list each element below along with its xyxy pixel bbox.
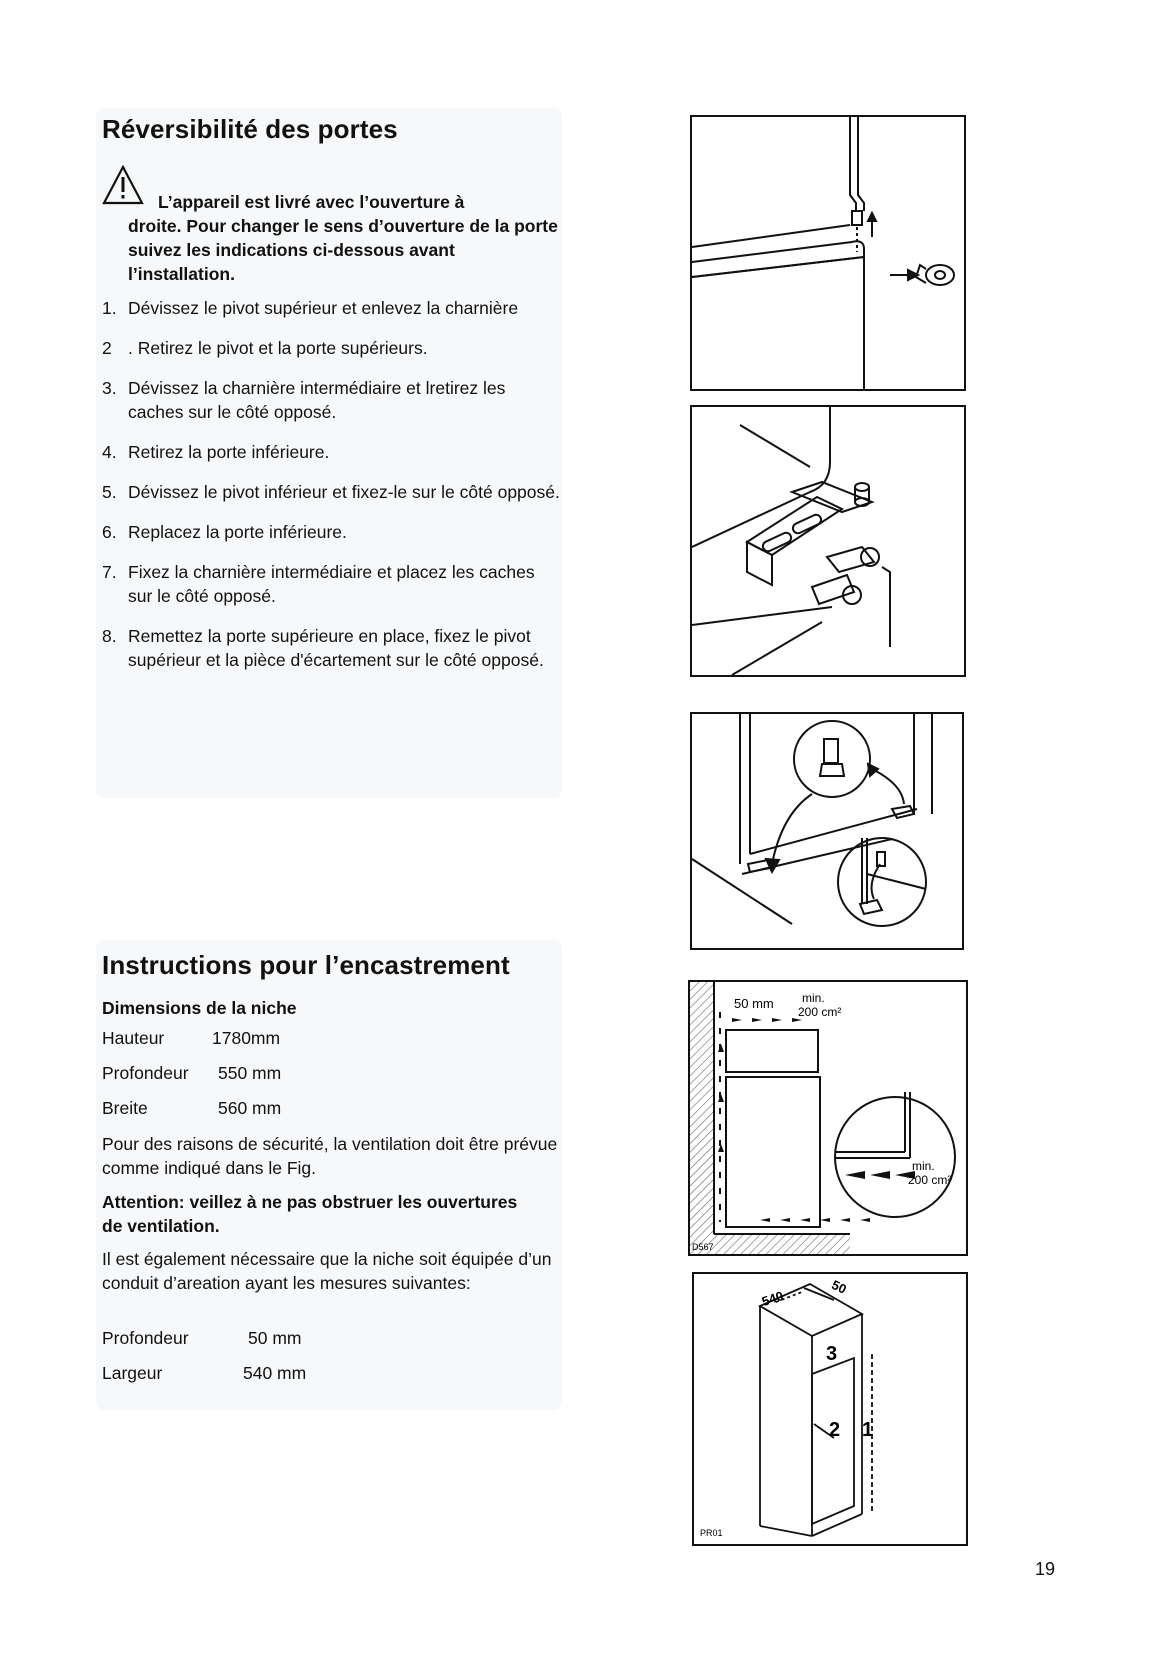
list-item bbox=[102, 480, 562, 504]
figure-middle-hinge bbox=[690, 405, 966, 677]
min-label-top: min. bbox=[802, 991, 825, 1005]
dim-label: Breite bbox=[102, 1098, 148, 1118]
duct-text: Il est également nécessaire que la niche soit équipée d’un conduit d’areation ayant les mesures suivantes: bbox=[102, 1249, 552, 1293]
duct-value-depth: 50 mm bbox=[248, 1328, 302, 1348]
step-number: 3. bbox=[102, 378, 117, 398]
list-item bbox=[102, 560, 562, 608]
ventilation-text: Pour des raisons de sécurité, la ventilation doit être prévue comme indiqué dans le Fig. bbox=[102, 1134, 558, 1178]
step-text: Dévissez le pivot inférieur et fixez-le sur le côté opposé. bbox=[128, 482, 560, 502]
step-text: Dévissez le pivot supérieur et enlevez la charnière bbox=[128, 298, 519, 318]
section1-title: Réversibilité des portes bbox=[102, 114, 398, 144]
step-text: Replacez la porte inférieure. bbox=[128, 522, 347, 542]
dim-row-width bbox=[102, 1098, 148, 1119]
dim-label: Hauteur bbox=[102, 1028, 165, 1048]
figure-bottom-pivot bbox=[690, 712, 964, 950]
duct-row-width bbox=[102, 1363, 162, 1384]
dim-row-depth bbox=[102, 1063, 189, 1084]
step-number: 6. bbox=[102, 522, 117, 542]
step-number: 5. bbox=[102, 482, 117, 502]
list-item bbox=[102, 440, 562, 464]
step-text: Remettez la porte supérieure en place, fixez le pivot supérieur et la pièce d'écartement sur le côté opposé. bbox=[128, 626, 544, 670]
step-number: 4. bbox=[102, 442, 117, 462]
warning-rest: droite. Pour changer le sens d’ouverture de la porte suivez les indications ci-dessous avant l’installation. bbox=[128, 216, 558, 284]
step-number: 2 bbox=[102, 338, 112, 358]
figure-ventilation bbox=[688, 980, 968, 1256]
marker-1: 1 bbox=[862, 1419, 874, 1441]
middle-hinge-illustration bbox=[692, 407, 964, 675]
dim-label: Profondeur bbox=[102, 1063, 189, 1083]
figure-code: D567 bbox=[692, 1242, 714, 1252]
top-hinge-illustration bbox=[692, 117, 964, 389]
niche-dimensions-heading: Dimensions de la niche bbox=[102, 998, 297, 1018]
bottom-pivot-illustration bbox=[692, 714, 962, 948]
list-item bbox=[102, 520, 562, 544]
list-item bbox=[102, 624, 562, 672]
step-text: Dévissez la charnière intermédiaire et lretirez les caches sur le côté opposé. bbox=[128, 378, 506, 422]
dim-value-width: 560 mm bbox=[218, 1098, 282, 1118]
marker-2: 2 bbox=[829, 1419, 841, 1441]
duct-label: Largeur bbox=[102, 1363, 163, 1383]
figure-top-hinge bbox=[690, 115, 966, 391]
dim-value-height: 1780mm bbox=[212, 1028, 281, 1048]
niche-illustration bbox=[694, 1274, 966, 1544]
page-number: 19 bbox=[1034, 1559, 1055, 1579]
min-label-inset: min. bbox=[912, 1159, 935, 1173]
step-text: Retirez la porte inférieure. bbox=[128, 442, 330, 462]
marker-3: 3 bbox=[826, 1343, 838, 1365]
list-item bbox=[102, 296, 562, 320]
dim-540-label: 540 bbox=[759, 1288, 786, 1310]
list-item bbox=[102, 376, 562, 424]
attention-text: Attention: veillez à ne pas obstruer les ouvertures de ventilation. bbox=[102, 1192, 518, 1236]
dim-row-height bbox=[102, 1028, 164, 1049]
duct-row-depth bbox=[102, 1328, 189, 1349]
step-text: Fixez la charnière intermédiaire et placez les caches sur le côté opposé. bbox=[128, 562, 535, 606]
section2-title: Instructions pour l’encastrement bbox=[102, 950, 510, 980]
step-text: . Retirez le pivot et la porte supérieurs. bbox=[128, 338, 428, 358]
warning-line1: L’appareil est livré avec l’ouverture à bbox=[158, 192, 465, 212]
figure-niche bbox=[692, 1272, 968, 1546]
area-label-inset: 200 cm² bbox=[908, 1173, 952, 1187]
step-number: 8. bbox=[102, 626, 117, 646]
dim-50-label: 50 bbox=[829, 1277, 849, 1297]
area-label-top: 200 cm² bbox=[798, 1005, 842, 1019]
step-number: 1. bbox=[102, 298, 117, 318]
step-number: 7. bbox=[102, 562, 117, 582]
list-item bbox=[102, 336, 562, 360]
duct-value-width: 540 mm bbox=[243, 1363, 307, 1383]
ventilation-illustration bbox=[690, 982, 966, 1254]
steps-list bbox=[102, 296, 562, 688]
figure-code: PR01 bbox=[700, 1528, 723, 1538]
dim-value-depth: 550 mm bbox=[218, 1063, 282, 1083]
warning-text bbox=[128, 190, 563, 286]
duct-label: Profondeur bbox=[102, 1328, 189, 1348]
dim-50mm-label: 50 mm bbox=[734, 996, 774, 1011]
